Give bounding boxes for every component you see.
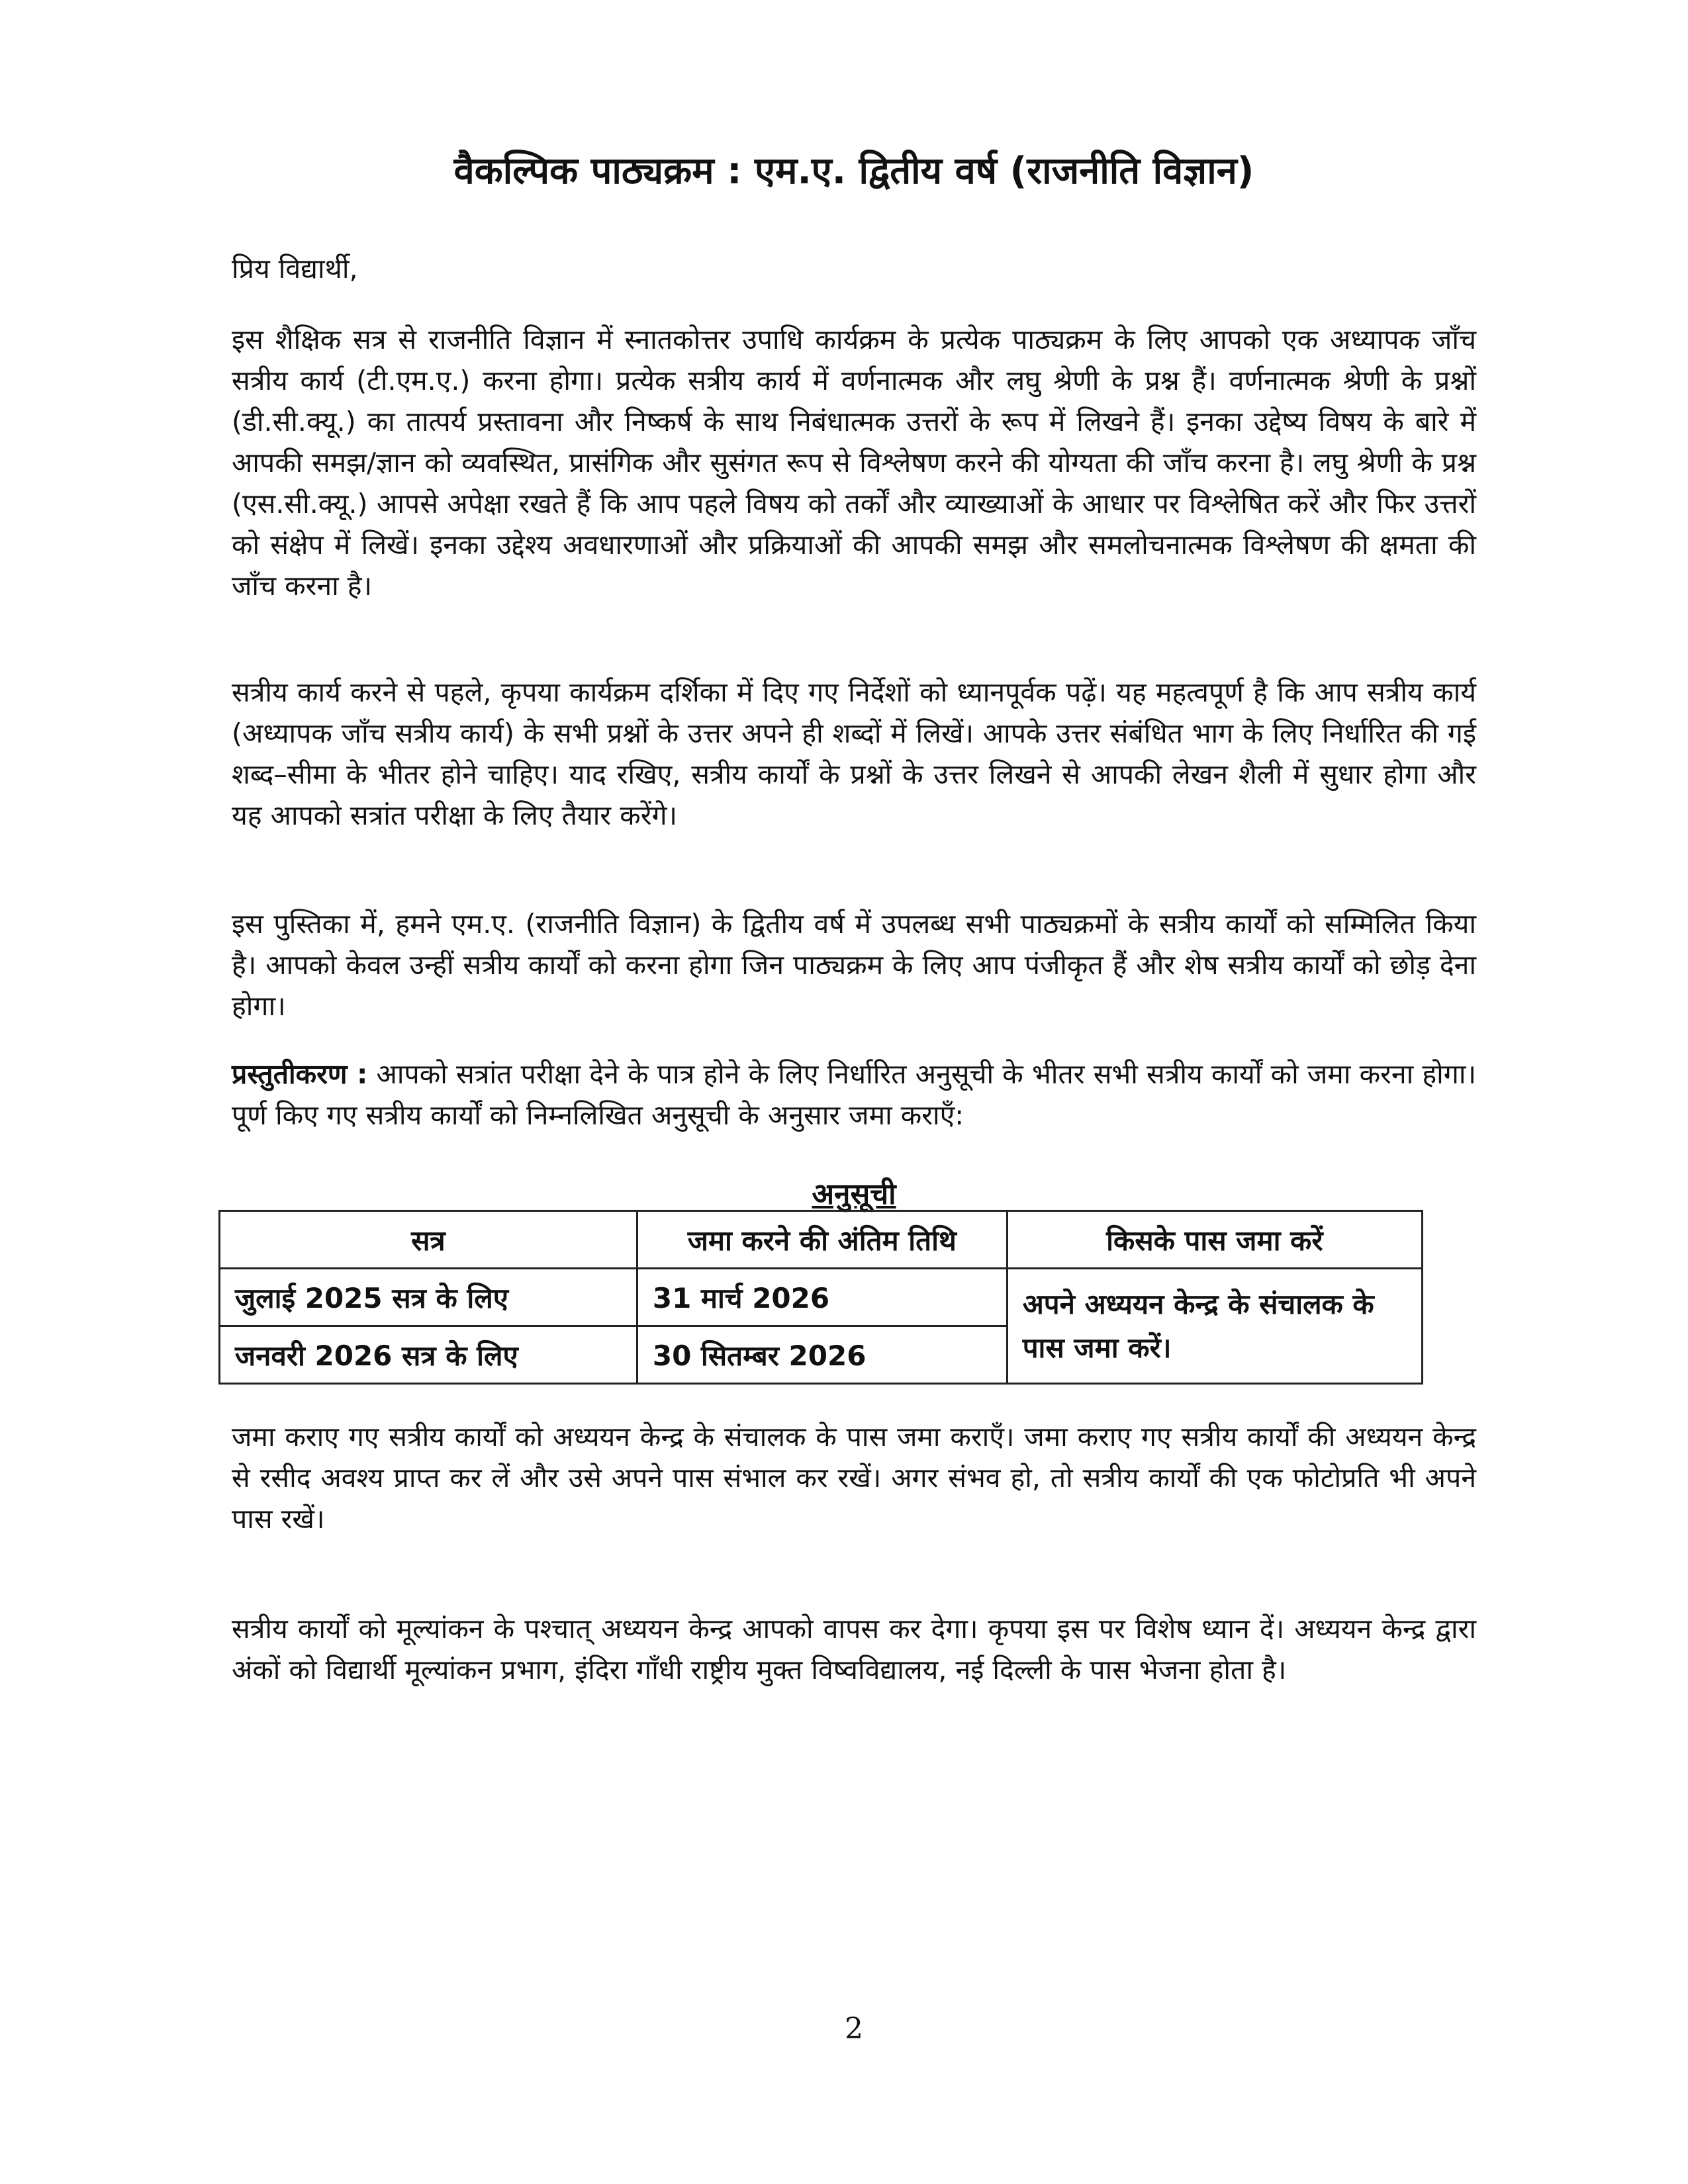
header-session: सत्र bbox=[220, 1211, 637, 1269]
deadline-cell: 30 सितम्बर 2026 bbox=[637, 1326, 1007, 1384]
document-page bbox=[232, 0, 1476, 2184]
evaluation-paragraph: सत्रीय कार्यों को मूल्यांकन के पश्चात् अध्ययन केन्द्र आपको वापस कर देगा। कृपया इस पर विशेष ध्यान दें। अध्ययन केन्द्र द्वारा अंकों को विद्यार्थी मूल्यांकन प्रभाग, इंदिरा गाँधी राष्ट्रीय मुक्त विष्वविद्यालय, नई दिल्ली के पास भेजना होता है। bbox=[232, 1613, 1476, 1686]
submit-to-cell: अपने अध्ययन केन्द्र के संचालक के पास जमा करें। bbox=[1007, 1269, 1422, 1384]
deadline-cell: 31 मार्च 2026 bbox=[637, 1269, 1007, 1326]
page-number: 2 bbox=[845, 2012, 863, 2046]
submission-label: प्रस्तुतीकरण : bbox=[232, 1058, 368, 1090]
instructions-paragraph: सत्रीय कार्य करने से पहले, कृपया कार्यक्रम दर्शिका में दिए गए निर्देशों को ध्यानपूर्वक पढ़ें। यह महत्वपूर्ण है कि आप सत्रीय कार्य (अध्यापक जाँच सत्रीय कार्य) के सभी प्रश्नों के उत्तर अपने ही शब्दों में लिखें। आपके उत्तर संबंधित भाग के लिए निर्धारित की गई शब्द–सीमा के भीतर होने चाहिए। याद रखिए, सत्रीय कार्यों के प्रश्नों के उत्तर लिखने से आपकी लेखन शैली में सुधार होगा और यह आपको सत्रांत परीक्षा के लिए तैयार करेंगे। bbox=[232, 676, 1476, 831]
submission-text: आपको सत्रांत परीक्षा देने के पात्र होने के लिए निर्धारित अनुसूची के भीतर सभी सत्रीय कार्यों को जमा करना होगा। पूर्ण किए गए सत्रीय कार्यों को निम्नलिखित अनुसूची के अनुसार जमा कराएँ: bbox=[232, 1058, 1476, 1131]
session-cell: जुलाई 2025 सत्र के लिए bbox=[220, 1269, 637, 1326]
submission-paragraph bbox=[232, 1054, 1476, 1136]
page-title: वैकल्पिक पाठ्यक्रम : एम.ए. द्वितीय वर्ष (राजनीति विज्ञान) bbox=[453, 150, 1254, 193]
header-submit-to: किसके पास जमा करें bbox=[1007, 1211, 1422, 1269]
session-cell: जनवरी 2026 सत्र के लिए bbox=[220, 1326, 637, 1384]
header-deadline: जमा करने की अंतिम तिथि bbox=[637, 1211, 1007, 1269]
schedule-table bbox=[218, 1210, 1423, 1385]
booklet-paragraph: इस पुस्तिका में, हमने एम.ए. (राजनीति विज्ञान) के द्वितीय वर्ष में उपलब्ध सभी पाठ्यक्रमों के सत्रीय कार्यों को सम्मिलित किया है। आपको केवल उन्हीं सत्रीय कार्यों को करना होगा जिन पाठ्यक्रम के लिए आप पंजीकृत हैं और शेष सत्रीय कार्यों को छोड़ देना होगा। bbox=[232, 908, 1476, 1022]
salutation: प्रिय विद्यार्थी, bbox=[232, 253, 358, 285]
schedule-title: अनुसूची bbox=[812, 1177, 896, 1211]
intro-paragraph: इस शैक्षिक सत्र से राजनीति विज्ञान में स्नातकोत्तर उपाधि कार्यक्रम के प्रत्येक पाठ्यक्रम के लिए आपको एक अध्यापक जाँच सत्रीय कार्य (टी.एम.ए.) करना होगा। प्रत्येक सत्रीय कार्य में वर्णनात्मक और लघु श्रेणी के प्रश्न हैं। वर्णनात्मक श्रेणी के प्रश्नों (डी.सी.क्यू.) का तात्पर्य प्रस्तावना और निष्कर्ष के साथ निबंधात्मक उत्तरों के रूप में लिखने हैं। इनका उद्देष्य विषय के बारे में आपकी समझ/ज्ञान को व्यवस्थित, प्रासंगिक और सुसंगत रूप से विश्लेषण करने की योग्यता की जाँच करना है। लघु श्रेणी के प्रश्न (एस.सी.क्यू.) आपसे अपेक्षा रखते हैं कि आप पहले विषय को तर्कों और व्याख्याओं के आधार पर विश्लेषित करें और फिर उत्तरों को संक्षेप में लिखें। इनका उद्देश्य अवधारणाओं और प्रक्रियाओं की आपकी समझ और समलोचनात्मक विश्लेषण की क्षमता की जाँच करना है। bbox=[232, 324, 1476, 602]
table-header-row bbox=[220, 1211, 1423, 1269]
table-row bbox=[220, 1269, 1423, 1326]
receipt-paragraph: जमा कराए गए सत्रीय कार्यों को अध्ययन केन्द्र के संचालक के पास जमा कराएँ। जमा कराए गए सत्रीय कार्यों की अध्ययन केन्द्र से रसीद अवश्य प्राप्त कर लें और उसे अपने पास संभाल कर रखें। अगर संभव हो, तो सत्रीय कार्यों की एक फोटोप्रति भी अपने पास रखें। bbox=[232, 1421, 1476, 1535]
